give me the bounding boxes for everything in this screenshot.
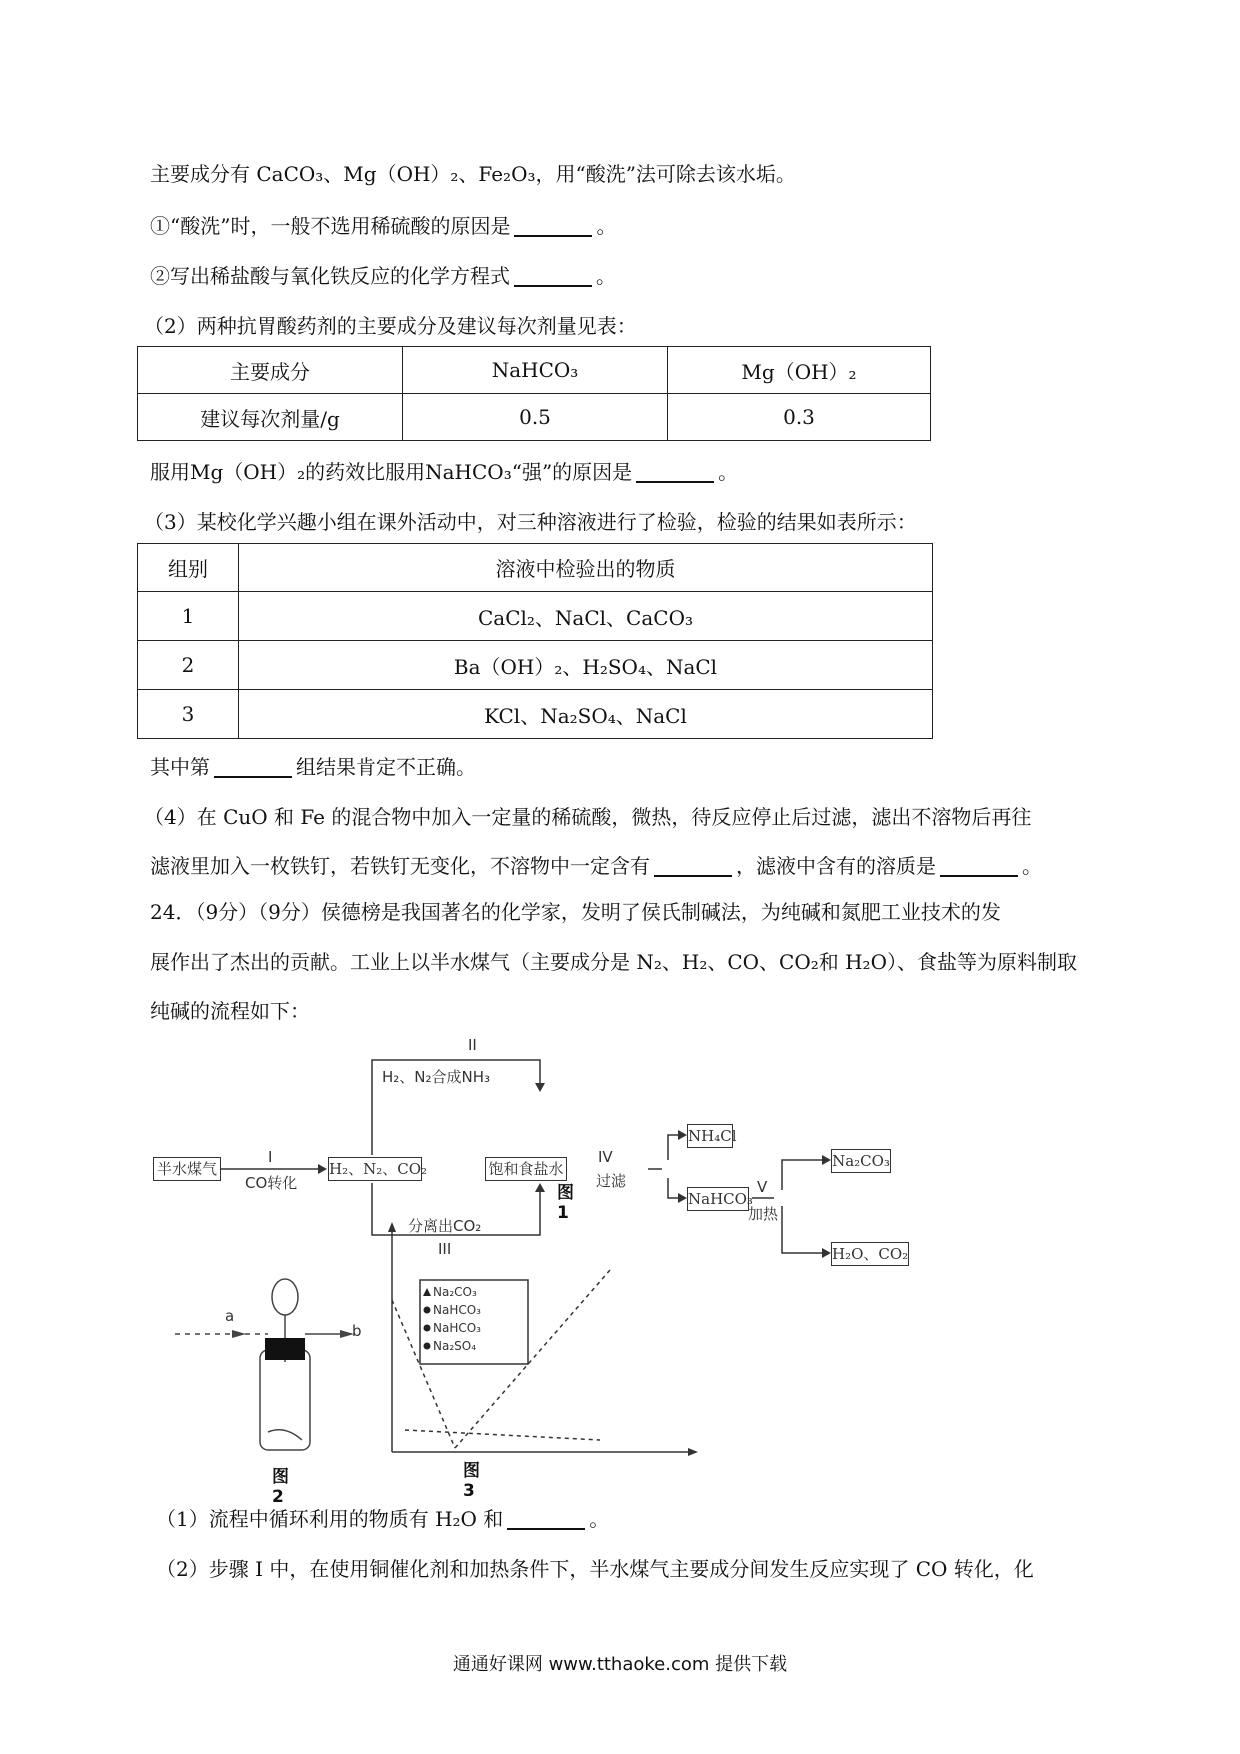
table-cell: 建议每次剂量/g	[138, 394, 403, 441]
question-text: 滤液里加入一枚铁钉，若铁钉无变化，不溶物中一定含有	[150, 854, 650, 878]
answer-blank[interactable]	[507, 1506, 585, 1530]
flow-step-label: V	[757, 1178, 768, 1196]
figure-caption: 图3	[463, 1461, 480, 1501]
question-text: ，滤液中含有的溶质是	[736, 854, 936, 878]
punctuation: 。	[596, 264, 616, 288]
table-cell: 2	[138, 641, 239, 690]
table-cell: 1	[138, 592, 239, 641]
punctuation: 。	[589, 1507, 610, 1531]
inlet-label: a	[225, 1307, 235, 1325]
legend-entry: NaHCO₃	[433, 1321, 481, 1335]
punctuation: 。	[1022, 854, 1042, 878]
flow-condition-label: 加热	[748, 1205, 779, 1223]
legend-entry: Na₂CO₃	[433, 1285, 477, 1299]
table-header: 组别	[138, 544, 239, 592]
table-cell: Ba（OH）₂、H₂SO₄、NaCl	[239, 641, 933, 690]
text-line: （4）在 CuO 和 Fe 的混合物中加入一定量的稀硫酸，微热，待反应停止后过滤，滤出不溶物后再往	[144, 805, 1032, 829]
question-text: ②写出稀盐酸与氧化铁反应的化学方程式	[150, 264, 510, 288]
flow-box-h2o-co2: H₂O、CO₂	[831, 1242, 909, 1266]
flow-condition-label: 过滤	[596, 1172, 627, 1190]
question-line	[156, 1505, 609, 1533]
table-cell: CaCl₂、NaCl、CaCO₃	[239, 592, 933, 641]
outlet-label: b	[352, 1322, 362, 1340]
flow-condition-label: CO转化	[245, 1174, 298, 1192]
flow-step-label: II	[468, 1036, 477, 1054]
flow-box-nahco3: NaHCO₃	[687, 1187, 749, 1211]
text-line: 主要成分有 CaCO₃、Mg（OH）₂、Fe₂O₃，用“酸洗”法可除去该水垢。	[150, 162, 796, 186]
curve-line	[455, 1270, 610, 1448]
table-cell: Mg（OH）₂	[668, 347, 931, 394]
flow-box-brine: 饱和食盐水	[485, 1157, 567, 1181]
legend-entry: Na₂SO₄	[433, 1339, 477, 1353]
flow-box-nh4cl: NH₄Cl	[687, 1124, 733, 1148]
legend-entry: NaHCO₃	[433, 1303, 481, 1317]
punctuation: 。	[596, 214, 617, 238]
legend-marker	[424, 1343, 431, 1350]
table-cell: 3	[138, 690, 239, 739]
legend-marker	[423, 1288, 431, 1296]
text-line: （3）某校化学兴趣小组在课外活动中，对三种溶液进行了检验，检验的结果如表所示：	[144, 510, 917, 534]
text-line: 24．（9分）（9分）侯德榜是我国著名的化学家，发明了侯氏制碱法，为纯碱和氮肥工业技术的发	[150, 900, 1001, 924]
flow-box-raw-gas: 半水煤气	[153, 1157, 221, 1181]
table-cell: 0.5	[403, 394, 668, 441]
page-footer: 通通好课网 www.tthaoke.com 提供下载	[452, 1654, 788, 1675]
curve-line	[405, 1430, 600, 1440]
punctuation: 。	[718, 460, 739, 484]
flow-separate-label: 分离出CO₂	[408, 1217, 482, 1235]
question-text: （1）流程中循环利用的物质有 H₂O 和	[156, 1507, 504, 1531]
figure-caption: 图2	[272, 1467, 289, 1507]
flow-step-label: IV	[598, 1148, 613, 1166]
question-text: ①“酸洗”时，一般不选用稀硫酸的原因是	[150, 214, 511, 238]
table-cell: NaHCO₃	[403, 347, 668, 394]
table-cell: KCl、Na₂SO₄、NaCl	[239, 690, 933, 739]
text-line: 纯碱的流程如下：	[150, 999, 310, 1023]
table-header: 溶液中检验出的物质	[239, 544, 933, 592]
flow-box-gas-mixture: H₂、N₂、CO₂	[328, 1157, 422, 1181]
flow-step-label: I	[268, 1148, 273, 1166]
flow-box-na2co3: Na₂CO₃	[831, 1149, 891, 1173]
question-text: 组结果肯定不正确。	[296, 755, 476, 779]
table-cell: 0.3	[668, 394, 931, 441]
figure-caption: 图1	[557, 1183, 574, 1223]
flow-box-nh3-synthesis: H₂、N₂合成NH₃	[382, 1068, 491, 1086]
table-cell: 主要成分	[138, 347, 403, 394]
text-line: （2）步骤 I 中，在使用铜催化剂和加热条件下，半水煤气主要成分间发生反应实现了 CO 转化，化	[156, 1557, 1034, 1581]
text-line: （2）两种抗胃酸药剂的主要成分及建议每次剂量见表：	[144, 314, 637, 338]
legend-marker	[424, 1325, 431, 1332]
text-line: 展作出了杰出的贡献。工业上以半水煤气（主要成分是 N₂、H₂、CO、CO₂和 H₂O）、食盐等为原料制取	[150, 950, 1077, 974]
flow-step-label: III	[438, 1240, 452, 1258]
legend-marker	[424, 1307, 431, 1314]
question-text: 服用Mg（OH）₂的药效比服用NaHCO₃“强”的原因是	[150, 460, 633, 484]
question-text: 其中第	[150, 755, 210, 779]
